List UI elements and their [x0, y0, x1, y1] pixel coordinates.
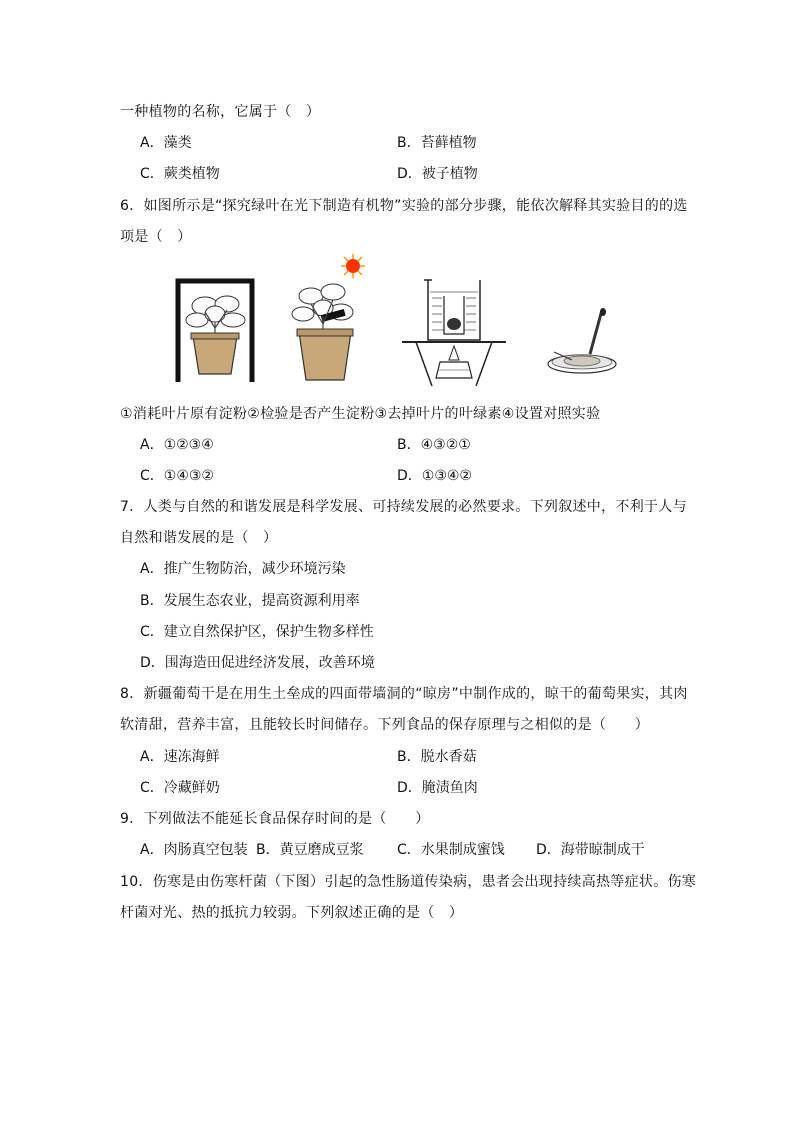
q7-option-c[interactable]: C．建立自然保护区，保护生物多样性: [140, 624, 374, 640]
q9-option-a[interactable]: A．肉肠真空包装: [140, 842, 248, 858]
q8-stem-line1: 8．新疆葡萄干是在用生土垒成的四面带墙洞的“晾房”中制作成的，晾干的葡萄果实，其肉: [120, 686, 688, 702]
q10-stem-line1: 10．伤寒是由伤寒杆菌（下图）引起的急性肠道传染病，患者会出现持续高热等症状。伤寒: [120, 874, 697, 890]
q8-option-a[interactable]: A．速冻海鲜: [140, 749, 220, 765]
q9-option-d[interactable]: D．海带晾制成干: [536, 842, 645, 858]
q7-option-a[interactable]: A．推广生物防治，减少环境污染: [140, 561, 346, 577]
q7-stem-line1: 7．人类与自然的和谐发展是科学发展、可持续发展的必然要求。下列叙述中，不利于人与: [120, 499, 687, 515]
q6-option-b[interactable]: B．④③②①: [397, 437, 471, 453]
q8-option-d[interactable]: D．腌渍鱼肉: [397, 780, 478, 796]
q6-stem-line1: 6．如图所示是“探究绿叶在光下制造有机物”实验的部分步骤，能依次解释其实验目的的选: [120, 198, 688, 214]
q9-stem: 9．下列做法不能延长食品保存时间的是（ ）: [120, 811, 430, 827]
petri-dish-dropper-illustration: [544, 308, 620, 378]
q6-option-d[interactable]: D．①③④②: [397, 468, 472, 484]
q6-option-a[interactable]: A．①②③④: [140, 437, 214, 453]
plant-sunlight-illustration: [285, 252, 375, 384]
q5-stem: 一种植物的名称，它属于（ ）: [120, 104, 321, 120]
q5-option-b[interactable]: B．苔藓植物: [397, 135, 477, 151]
plant-dark-box-illustration: [175, 278, 255, 382]
q9-option-b[interactable]: B．黄豆磨成豆浆: [256, 842, 364, 858]
q7-option-b[interactable]: B．发展生态农业，提高资源利用率: [140, 593, 360, 609]
q6-stem-line2: 项是（ ）: [120, 229, 192, 245]
q9-option-c[interactable]: C．水果制成蜜饯: [397, 842, 505, 858]
q5-option-c[interactable]: C．蕨类植物: [140, 166, 220, 182]
q6-steps: ①消耗叶片原有淀粉②检验是否产生淀粉③去掉叶片的叶绿素④设置对照实验: [120, 406, 601, 422]
water-bath-apparatus-illustration: [402, 278, 506, 388]
q7-stem-line2: 自然和谐发展的是（ ）: [120, 530, 278, 546]
q8-stem-line2: 软清甜，营养丰富，且能较长时间储存。下列食品的保存原理与之相似的是（ ）: [120, 717, 650, 733]
q6-figure: [170, 252, 620, 392]
q8-option-b[interactable]: B．脱水香菇: [397, 749, 477, 765]
q5-option-a[interactable]: A．藻类: [140, 135, 192, 151]
q8-option-c[interactable]: C．冷藏鲜奶: [140, 780, 220, 796]
q7-option-d[interactable]: D．围海造田促进经济发展，改善环境: [140, 655, 375, 671]
q5-option-d[interactable]: D．被子植物: [397, 166, 478, 182]
q6-option-c[interactable]: C．①④③②: [140, 468, 214, 484]
q10-stem-line2: 杆菌对光、热的抵抗力较弱。下列叙述正确的是（ ）: [120, 905, 464, 921]
